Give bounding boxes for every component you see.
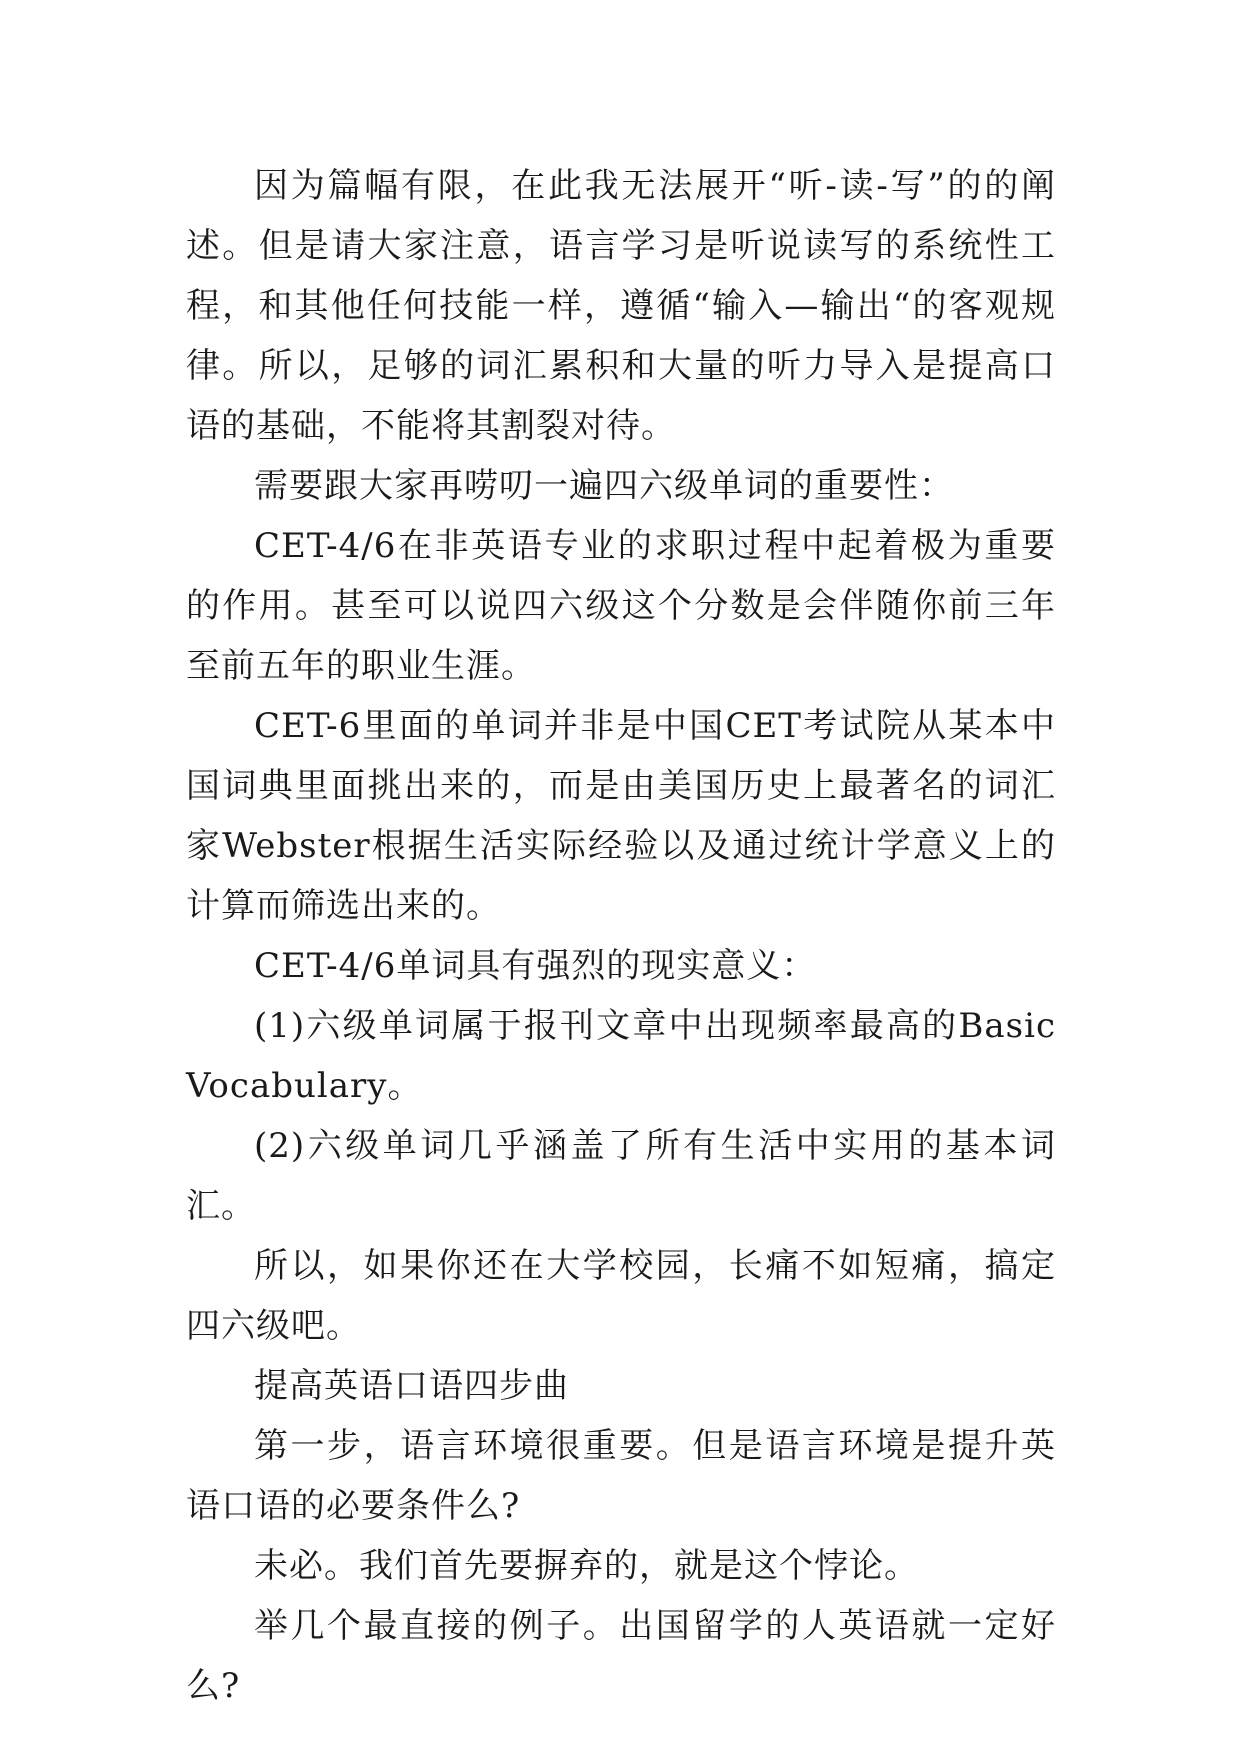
- paragraph-listen-read-write: 因为篇幅有限，在此我无法展开“听-读-写”的的阐述。但是请大家注意，语言学习是听说读写的系统性工程，和其他任何技能一样，遵循“输入—输出“的客观规律。所以，足够的词汇累积和大量的听力导入是提高口语的基础，不能将其割裂对待。: [186, 166, 1056, 446]
- paragraph-cet6-webster: CET-6里面的单词并非是中国CET考试院从某本中国词典里面挑出来的，而是由美国历史上最著名的词汇家Webster根据生活实际经验以及通过统计学意义上的计算而筛选出来的。: [186, 706, 1056, 926]
- paragraph-point-2: (2)六级单词几乎涵盖了所有生活中实用的基本词汇。: [186, 1126, 1056, 1226]
- paragraph-step-one: 第一步，语言环境很重要。但是语言环境是提升英语口语的必要条件么?: [186, 1426, 1056, 1526]
- paragraph-cet-practical-meaning: CET-4/6单词具有强烈的现实意义：: [254, 946, 817, 986]
- paragraph-cet-job-role: CET-4/6在非英语专业的求职过程中起着极为重要的作用。甚至可以说四六级这个分数是会伴随你前三年至前五年的职业生涯。: [186, 526, 1056, 686]
- document-body: [186, 156, 1056, 1716]
- paragraph-conclusion: 所以，如果你还在大学校园，长痛不如短痛，搞定四六级吧。: [186, 1246, 1056, 1346]
- paragraph-point-1: (1)六级单词属于报刊文章中出现频率最高的BasicVocabulary。: [186, 1006, 1056, 1106]
- paragraph-cet-importance-intro: 需要跟大家再唠叨一遍四六级单词的重要性：: [254, 466, 954, 506]
- paragraph-not-necessarily: 未必。我们首先要摒弃的，就是这个悖论。: [254, 1546, 919, 1586]
- section-heading-four-steps: 提高英语口语四步曲: [254, 1366, 569, 1406]
- paragraph-examples: 举几个最直接的例子。出国留学的人英语就一定好么?: [186, 1606, 1056, 1706]
